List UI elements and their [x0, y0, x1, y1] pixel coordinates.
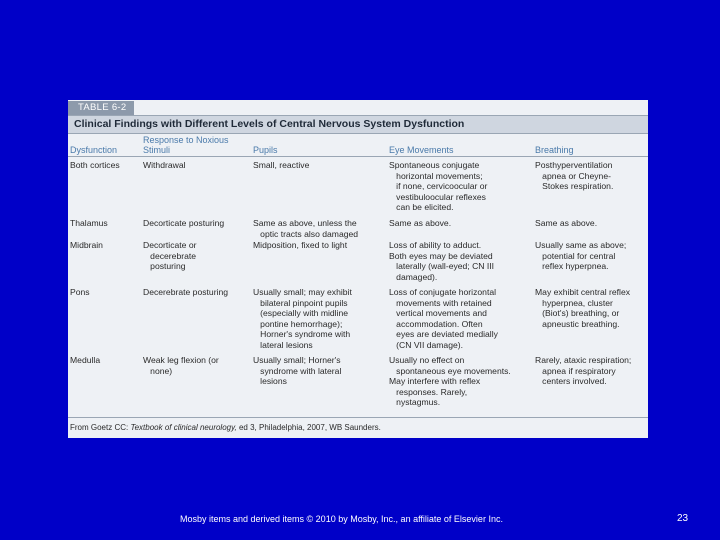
cell-breathing: Usually same as above; potential for central reflex hyperpnea.: [535, 240, 627, 272]
header-response: Response to Noxious Stimuli: [143, 135, 229, 155]
cell-breathing: May exhibit central reflex hyperpnea, cluster (Biot's) breathing, or apneustic breathing.: [535, 287, 631, 329]
cell-eye-movements: Loss of conjugate horizontal movements with retained vertical movements and accommodation. Often eyes are deviated medially (CN VII damage).: [389, 287, 498, 350]
cell-response: Withdrawal: [143, 160, 186, 170]
header-rule: [68, 156, 648, 157]
slide-number: 23: [677, 513, 689, 524]
cell-response: Decerebrate posturing: [143, 287, 229, 297]
table-title: Clinical Findings with Different Levels of Central Nervous System Dysfunction: [74, 118, 465, 130]
source-suffix: ed 3, Philadelphia, 2007, WB Saunders.: [236, 423, 381, 432]
cell-breathing: Same as above.: [535, 218, 598, 228]
cell-eye-movements: Usually no effect on spontaneous eye movements. May interfere with reflex responses. Rarely, nystagmus.: [389, 355, 511, 408]
table-source: [70, 423, 381, 432]
cell-pupils: Same as above, unless the optic tracts also damaged: [253, 218, 359, 239]
header-pupils: Pupils: [253, 145, 278, 155]
footer-rule: [68, 417, 648, 418]
copyright-footer: Mosby items and derived items © 2010 by Mosby, Inc., an affiliate of Elsevier Inc.: [180, 514, 503, 524]
cell-response: Decorticate or decerebrate posturing: [143, 240, 197, 272]
cell-dysfunction: Midbrain: [70, 240, 103, 250]
cell-breathing: Rarely, ataxic respiration; apnea if respiratory centers involved.: [535, 355, 632, 387]
source-prefix: From Goetz CC:: [70, 423, 131, 432]
cell-pupils: Usually small; Horner's syndrome with lateral lesions: [253, 355, 342, 387]
source-book: Textbook of clinical neurology,: [130, 423, 237, 432]
header-breathing: Breathing: [535, 145, 574, 155]
cell-dysfunction: Both cortices: [70, 160, 120, 170]
cell-dysfunction: Thalamus: [70, 218, 108, 228]
cell-dysfunction: Pons: [70, 287, 90, 297]
cell-eye-movements: Spontaneous conjugate horizontal movements; if none, cervicoocular or vestibuloocular reflexes can be elicited.: [389, 160, 488, 213]
cell-pupils: Small, reactive: [253, 160, 310, 170]
cell-breathing: Posthyperventilation apnea or Cheyne- Stokes respiration.: [535, 160, 614, 192]
cell-response: Decorticate posturing: [143, 218, 225, 228]
cell-response: Weak leg flexion (or none): [143, 355, 219, 376]
header-dysfunction: Dysfunction: [70, 145, 118, 155]
cell-pupils: Midposition, fixed to light: [253, 240, 348, 250]
table-image: [68, 100, 648, 438]
cell-eye-movements: Same as above.: [389, 218, 452, 228]
cell-dysfunction: Medulla: [70, 355, 101, 365]
cell-eye-movements: Loss of ability to adduct. Both eyes may be deviated laterally (wall-eyed; CN III damaged).: [389, 240, 495, 282]
table-title-band: [68, 115, 648, 134]
cell-pupils: Usually small; may exhibit bilateral pinpoint pupils (especially with midline pontine hemorrhage); Horner's syndrome with lateral lesions: [253, 287, 352, 350]
table-tag: TABLE 6-2: [68, 101, 134, 115]
header-eye-movements: Eye Movements: [389, 145, 454, 155]
